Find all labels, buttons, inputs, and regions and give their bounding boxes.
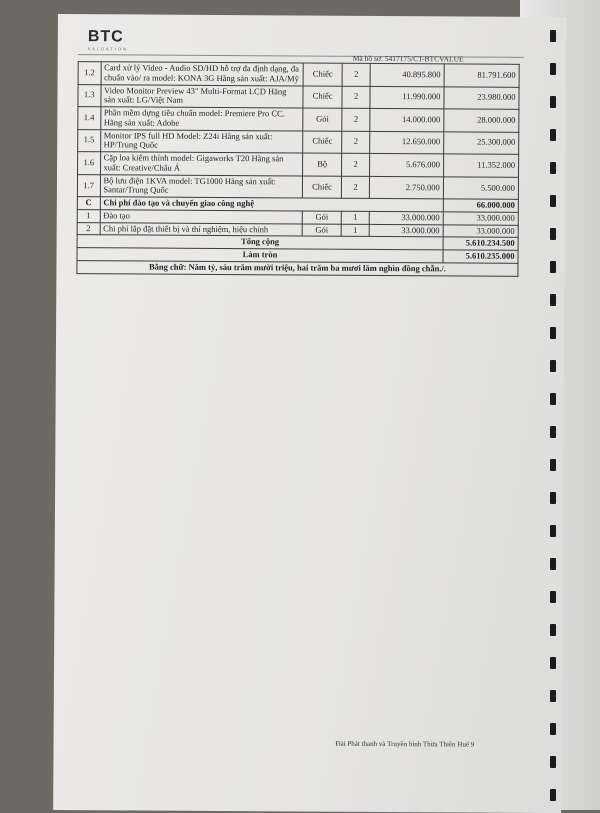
row-quantity: 1 (342, 224, 369, 237)
row-quantity: 2 (342, 153, 369, 176)
row-unit: Gói (302, 211, 342, 224)
company-logo: BTC (87, 28, 124, 46)
page-footer: Đài Phát thanh và Truyền hình Thừa Thiên Huế 9 (335, 739, 475, 749)
price-table (76, 61, 519, 276)
row-unit-price: 33.000.000 (369, 211, 443, 224)
row-unit: Chiếc (302, 131, 342, 154)
binding-ring (550, 294, 556, 306)
row-stt: 2 (77, 222, 100, 235)
binding-ring (550, 228, 556, 240)
row-total: 23.980.000 (444, 86, 519, 109)
row-quantity: 2 (342, 86, 369, 109)
section-stt: C (77, 197, 100, 210)
binding-ring (550, 261, 556, 273)
row-total: 81.791.600 (444, 64, 519, 87)
section-total: 66.000.000 (443, 199, 518, 212)
binding-ring (550, 129, 556, 141)
row-unit: Chiếc (303, 86, 343, 109)
binding-ring (550, 492, 556, 504)
row-unit: Gói (302, 224, 342, 237)
binding-ring (550, 558, 556, 570)
row-description: Monitor IPS full HD Model: Z24i Hãng sản xuất: HP/Trung Quốc (100, 129, 302, 153)
row-total: 33.000.000 (443, 225, 518, 238)
row-description: Video Monitor Preview 43" Multi-Format LCD Hãng sản xuất: LG/Việt Nam (100, 84, 302, 108)
total-label: Tổng cộng (77, 235, 443, 250)
section-description: Chi phí đào tạo và chuyển giao công nghệ (100, 197, 443, 212)
row-description: Đào tạo (100, 210, 302, 224)
row-description: Chi phí lắp đặt thiết bị và thí nghiệm, hiệu chỉnh (100, 222, 302, 236)
row-total: 5.500.000 (443, 177, 518, 200)
row-stt: 1.4 (78, 107, 101, 130)
row-description: Phần mềm dựng tiêu chuẩn model: Premiere Pro CC. Hãng sản xuất: Adobe (100, 107, 302, 131)
table-row (78, 152, 519, 177)
row-unit-price: 14.000.000 (370, 108, 444, 131)
rounded-label: Làm tròn (77, 248, 443, 263)
row-quantity: 2 (343, 63, 370, 86)
binding-ring (550, 360, 556, 372)
binding-ring (550, 195, 556, 207)
row-stt: 1.7 (77, 174, 100, 197)
row-unit: Gói (303, 108, 343, 131)
row-unit-price: 12.650.000 (369, 131, 443, 154)
row-description: Bộ lưu điện 1KVA model: TG1000 Hãng sản xuất: Santar/Trung Quốc (100, 174, 302, 198)
row-unit-price: 11.990.000 (370, 86, 444, 109)
row-unit: Chiếc (302, 176, 342, 199)
row-quantity: 1 (342, 211, 369, 224)
table-row (78, 107, 519, 132)
total-value: 5.610.234.500 (443, 237, 518, 250)
binding-ring (550, 426, 556, 438)
row-unit-price: 40.895.800 (370, 63, 444, 86)
row-quantity: 2 (342, 176, 369, 199)
company-logo-tagline: VALUATION (87, 46, 128, 52)
row-total: 28.000.000 (444, 109, 519, 132)
row-unit-price: 33.000.000 (369, 224, 443, 237)
row-stt: 1 (77, 210, 100, 223)
row-total: 25.300.000 (444, 131, 519, 154)
table-row (77, 174, 518, 199)
table-row (78, 84, 519, 109)
row-unit-price: 2.750.000 (369, 176, 443, 199)
row-quantity: 2 (342, 108, 369, 131)
binding-ring (550, 690, 556, 702)
row-total: 33.000.000 (443, 212, 518, 225)
row-stt: 1.5 (78, 129, 101, 152)
row-unit: Bộ (302, 153, 342, 176)
row-description: Cặp loa kiểm thính model: Gigaworks T20 Hãng sản xuất: Creative/Châu Á (100, 152, 302, 176)
table-row (78, 129, 519, 154)
row-total: 11.352.000 (443, 154, 518, 177)
row-stt: 1.3 (78, 84, 101, 107)
row-stt: 1.6 (78, 152, 101, 175)
amount-in-words: Bằng chữ: Năm tỷ, sáu trăm mười triệu, hai trăm ba mươi lăm nghìn đồng chẵn./. (77, 261, 518, 276)
rounded-value: 5.610.235.000 (443, 250, 518, 263)
binding-ring (550, 591, 556, 603)
binding-ring (550, 327, 556, 339)
in-words-row (77, 261, 518, 276)
row-unit-price: 5.676.000 (369, 154, 443, 177)
binding-ring (550, 723, 556, 735)
binding-ring (550, 789, 556, 801)
row-unit: Chiếc (303, 63, 343, 86)
binding-ring (550, 756, 556, 768)
row-stt: 1.2 (78, 62, 101, 85)
spiral-binding (546, 0, 566, 810)
document-id: Mã hồ sơ: 5417175/CT-BTCVALUE (352, 53, 464, 64)
binding-ring (550, 525, 556, 537)
row-quantity: 2 (342, 131, 369, 154)
binding-ring (550, 63, 556, 75)
binding-ring (550, 162, 556, 174)
binding-ring (550, 657, 556, 669)
binding-ring (550, 459, 556, 471)
row-description: Card xử lý Video - Audio SD/HD hỗ trợ đa định dạng, đa chuẩn vào/ ra model: KONA 3G Hãng sản xuất: AJA/Mỹ (101, 62, 303, 86)
binding-ring (550, 96, 556, 108)
binding-ring (550, 30, 556, 42)
binding-ring (550, 624, 556, 636)
binding-ring (550, 393, 556, 405)
document-page (53, 14, 566, 813)
table-row (78, 62, 519, 87)
